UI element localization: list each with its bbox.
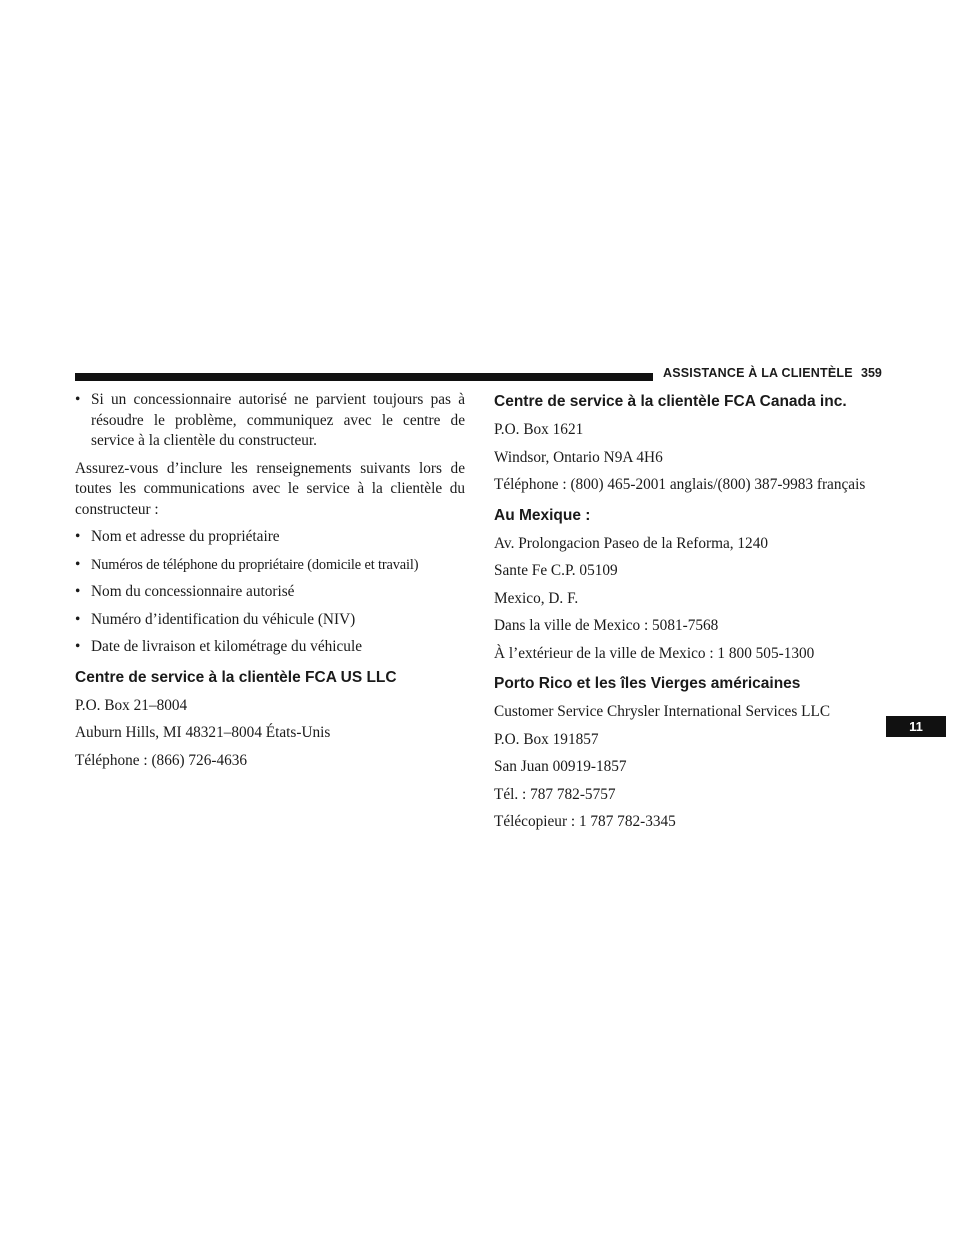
puerto-rico-heading: Porto Rico et les îles Vierges américaines	[494, 675, 801, 692]
list-item	[75, 582, 465, 603]
puerto-rico-address-line: Customer Service Chrysler International Services LLC	[494, 703, 831, 720]
body-paragraph: Assurez-vous d’inclure les renseignements suivants lors de toutes les communications avec le service à la clientèle du constructeur :	[75, 459, 465, 518]
page-number: 359	[861, 366, 882, 380]
list-item	[75, 610, 465, 631]
list-item-text: Numéros de téléphone du propriétaire (domicile et travail)	[91, 556, 419, 573]
bullet-icon: •	[75, 391, 81, 408]
bullet-icon: •	[75, 583, 81, 600]
puerto-rico-fax: Télécopieur : 1 787 782-3345	[494, 813, 676, 830]
list-item	[75, 637, 465, 658]
mexico-address-line: Mexico, D. F.	[494, 589, 579, 607]
list-item-text: Date de livraison et kilométrage du véhicule	[91, 638, 362, 655]
right-column	[494, 390, 886, 840]
mexico-address-line: Sante Fe C.P. 05109	[494, 562, 618, 579]
mexico-phone: Dans la ville de Mexico : 5081-7568	[494, 617, 719, 634]
section-title: ASSISTANCE À LA CLIENTÈLE	[663, 366, 853, 380]
list-item-text: Numéro d’identification du véhicule (NIV)	[91, 610, 356, 628]
puerto-rico-address-line: P.O. Box 191857	[494, 730, 599, 748]
bullet-icon: •	[75, 528, 81, 545]
list-item	[75, 390, 465, 452]
canada-address-line: Windsor, Ontario N9A 4H6	[494, 448, 663, 466]
puerto-rico-address-line: San Juan 00919-1857	[494, 758, 627, 775]
list-item-text: Nom du concessionnaire autorisé	[91, 583, 295, 600]
bullet-icon: •	[75, 638, 81, 655]
bullet-icon: •	[75, 610, 81, 628]
list-item	[75, 527, 465, 548]
canada-phone: Téléphone : (800) 465-2001 anglais/(800) 387-9983 français	[494, 476, 866, 493]
puerto-rico-phone: Tél. : 787 782-5757	[494, 785, 616, 803]
list-item-text: Nom et adresse du propriétaire	[91, 528, 280, 545]
us-address-line: P.O. Box 21–8004	[75, 696, 188, 714]
mexico-address-line: Av. Prolongacion Paseo de la Reforma, 1240	[494, 534, 769, 552]
list-item	[75, 555, 465, 576]
us-address-line: Auburn Hills, MI 48321–8004 États-Unis	[75, 724, 331, 741]
list-item-text: Si un concessionnaire autorisé ne parvient toujours pas à résoudre le problème, communiquez avec le centre de service à la clientèle du constructeur.	[91, 391, 465, 449]
mexico-heading: Au Mexique :	[494, 506, 591, 524]
mexico-phone: À l’extérieur de la ville de Mexico : 1 800 505-1300	[494, 644, 815, 662]
canada-heading: Centre de service à la clientèle FCA Canada inc.	[494, 393, 847, 410]
bullet-icon: •	[75, 555, 81, 573]
us-heading: Centre de service à la clientèle FCA US LLC	[75, 668, 397, 686]
chapter-tab: 11	[886, 716, 946, 737]
left-column	[75, 390, 465, 778]
us-phone: Téléphone : (866) 726-4636	[75, 751, 248, 769]
canada-address-line: P.O. Box 1621	[494, 421, 584, 438]
header-rule	[75, 373, 653, 381]
